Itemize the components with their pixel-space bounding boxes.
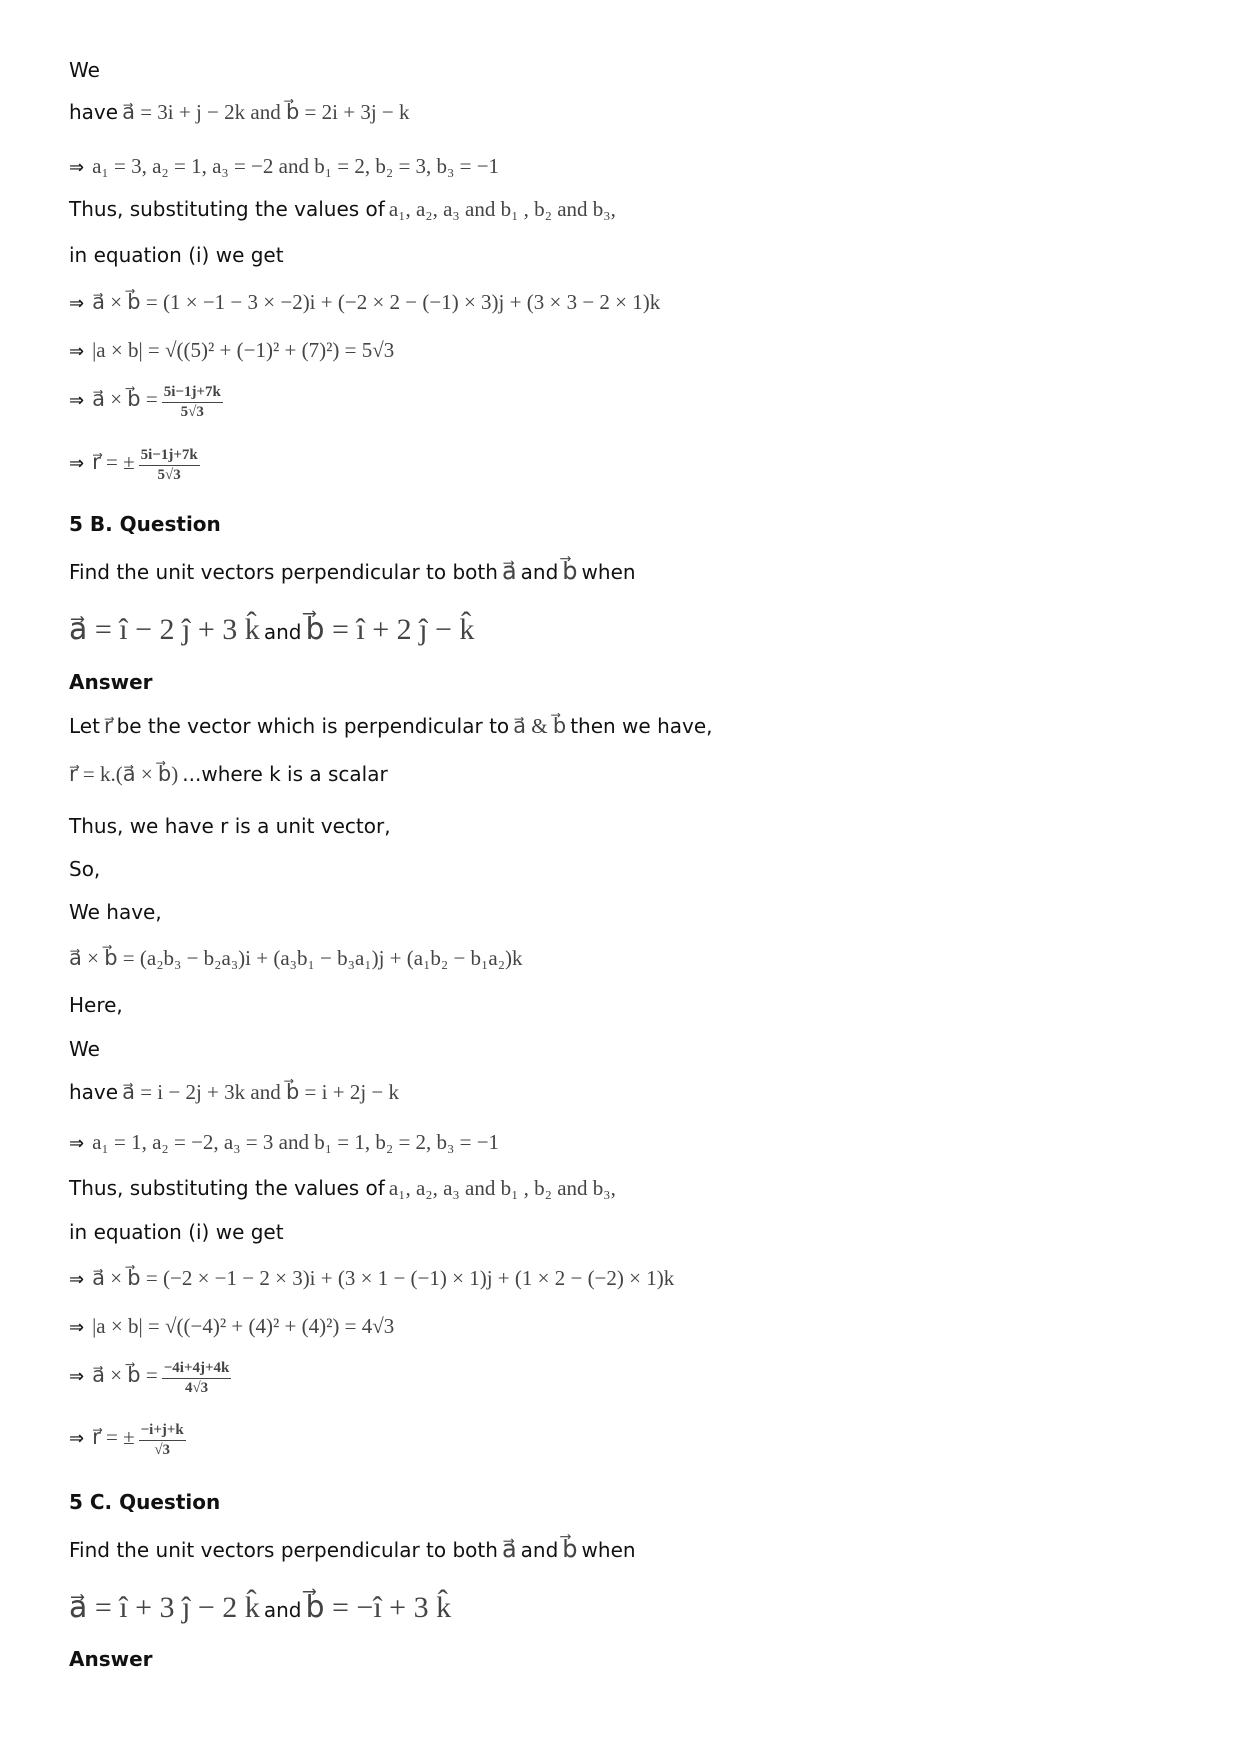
vector-definition-line <box>69 100 410 125</box>
text-line: So, <box>69 857 101 881</box>
text-line: Thus, we have r is a unit vector, <box>69 814 391 838</box>
question-text <box>69 557 636 586</box>
let-line <box>69 714 713 739</box>
equation-a: a⃗ = î − 2 ĵ + 3 k̂ <box>69 613 260 646</box>
question-heading: 5 C. Question <box>69 1490 221 1514</box>
implies-arrow: ⇒ <box>69 390 85 412</box>
fraction <box>162 384 223 421</box>
text-then: then we have, <box>570 714 713 738</box>
math-subscripts: a₁, a₂, a₃ and b₁ , b₂ and b₃, <box>388 1176 616 1200</box>
fraction <box>162 1360 232 1397</box>
unit-vector-fraction-line <box>69 1360 231 1397</box>
math-cross-formula: a⃗ × b⃗ = (a₂b₃ − b₂a₃)i + (a₃b₁ − b₃a₁)j + (a₁b₂ − b₁a₂)k <box>69 946 523 970</box>
text-let: Let <box>69 714 100 738</box>
text-line: We have, <box>69 900 162 924</box>
text-and: and <box>263 1598 302 1622</box>
math-cross: a⃗ × b⃗ = (1 × −1 − 3 × −2)i + (−2 × 2 − (−1) × 3)j + (3 × 3 − 2 × 1)k <box>92 290 661 314</box>
vector-r: r⃗ <box>103 714 113 738</box>
text-line: We <box>69 1037 100 1061</box>
answer-heading: Answer <box>69 1647 153 1671</box>
math-lhs: a⃗ × b⃗ = <box>92 387 158 412</box>
implies-arrow: ⇒ <box>69 1269 85 1290</box>
unit-vector-fraction-line <box>69 384 223 421</box>
question-text <box>69 1535 636 1564</box>
text-line: in equation (i) we get <box>69 243 284 267</box>
fraction <box>139 447 200 484</box>
question-statement: Find the unit vectors perpendicular to both <box>69 1538 498 1562</box>
fraction <box>139 1422 186 1459</box>
implies-arrow: ⇒ <box>69 1317 85 1338</box>
text-have: have <box>69 1080 119 1104</box>
math-components: a₁ = 3, a₂ = 1, a₃ = −2 and b₁ = 2, b₂ = 3, b₃ = −1 <box>92 154 500 178</box>
text-scalar: ...where k is a scalar <box>182 762 388 786</box>
fraction-denominator: 5√3 <box>180 404 204 420</box>
text-line: in equation (i) we get <box>69 1220 284 1244</box>
math-magnitude: |a × b| = √((−4)² + (4)² + (4)²) = 4√3 <box>92 1314 395 1338</box>
math-cross: a⃗ × b⃗ = (−2 × −1 − 2 × 3)i + (3 × 1 − (−1) × 1)j + (1 × 2 − (−2) × 1)k <box>92 1266 675 1290</box>
fraction-denominator: 5√3 <box>157 467 181 483</box>
question-heading: 5 B. Question <box>69 512 221 536</box>
components-line <box>69 1130 499 1155</box>
cross-product-line <box>69 290 660 315</box>
fraction-numerator: −i+j+k <box>139 1422 186 1441</box>
text-substitute: Thus, substituting the values of <box>69 197 385 221</box>
math-lhs: r⃗ = ± <box>92 1425 135 1450</box>
math-components: a₁ = 1, a₂ = −2, a₃ = 3 and b₁ = 1, b₂ = 2, b₃ = −1 <box>92 1130 500 1154</box>
math-vectors: a⃗ = 3i + j − 2k and b⃗ = 2i + 3j − k <box>122 100 410 124</box>
fraction-denominator: 4√3 <box>184 1380 209 1396</box>
text-line: Here, <box>69 993 123 1017</box>
r-definition-line <box>69 762 388 787</box>
text-and: and <box>520 560 559 584</box>
text-when: when <box>581 1538 636 1562</box>
fraction-numerator: 5i−1j+7k <box>162 384 223 403</box>
answer-heading: Answer <box>69 670 153 694</box>
equation-b: b⃗ = −î + 3 k̂ <box>305 1591 452 1624</box>
text-when: when <box>581 560 636 584</box>
implies-arrow: ⇒ <box>69 1366 85 1388</box>
vectors-a-b: a⃗ & b⃗ <box>513 714 567 738</box>
cross-product-line <box>69 1266 674 1291</box>
implies-arrow: ⇒ <box>69 157 85 178</box>
r-result-line <box>69 1422 186 1459</box>
substitute-line <box>69 1176 616 1201</box>
math-lhs: a⃗ × b⃗ = <box>92 1363 158 1388</box>
math-vectors: a⃗ = i − 2j + 3k and b⃗ = i + 2j − k <box>122 1080 399 1104</box>
vector-b: b⃗ <box>562 1537 578 1563</box>
math-magnitude: |a × b| = √((5)² + (−1)² + (7)²) = 5√3 <box>92 338 395 362</box>
equation-b: b⃗ = î + 2 ĵ − k̂ <box>305 613 475 646</box>
question-equation <box>69 1590 451 1625</box>
cross-formula-line <box>69 946 523 971</box>
vector-definition-line <box>69 1080 399 1105</box>
fraction-numerator: −4i+4j+4k <box>162 1360 232 1379</box>
math-r-definition: r⃗ = k.(a⃗ × b⃗) <box>69 762 179 786</box>
substitute-line <box>69 197 616 222</box>
question-statement: Find the unit vectors perpendicular to both <box>69 560 498 584</box>
fraction-numerator: 5i−1j+7k <box>139 447 200 466</box>
implies-arrow: ⇒ <box>69 341 85 362</box>
vector-b: b⃗ <box>562 559 578 585</box>
vector-a: a⃗ <box>501 559 517 585</box>
text-and: and <box>520 1538 559 1562</box>
text-substitute: Thus, substituting the values of <box>69 1176 385 1200</box>
magnitude-line <box>69 1314 394 1339</box>
math-lhs: r⃗ = ± <box>92 450 135 475</box>
implies-arrow: ⇒ <box>69 453 85 475</box>
magnitude-line <box>69 338 394 363</box>
components-line <box>69 154 499 179</box>
implies-arrow: ⇒ <box>69 1133 85 1154</box>
question-equation <box>69 612 474 647</box>
r-result-line <box>69 447 200 484</box>
text-and: and <box>263 620 302 644</box>
implies-arrow: ⇒ <box>69 293 85 314</box>
fraction-denominator: √3 <box>154 1442 171 1458</box>
math-subscripts: a₁, a₂, a₃ and b₁ , b₂ and b₃, <box>388 197 616 221</box>
implies-arrow: ⇒ <box>69 1428 85 1450</box>
text-line: We <box>69 58 100 82</box>
text-have: have <box>69 100 119 124</box>
text-perpendicular: be the vector which is perpendicular to <box>116 714 510 738</box>
vector-a: a⃗ <box>501 1537 517 1563</box>
equation-a: a⃗ = î + 3 ĵ − 2 k̂ <box>69 1591 260 1624</box>
